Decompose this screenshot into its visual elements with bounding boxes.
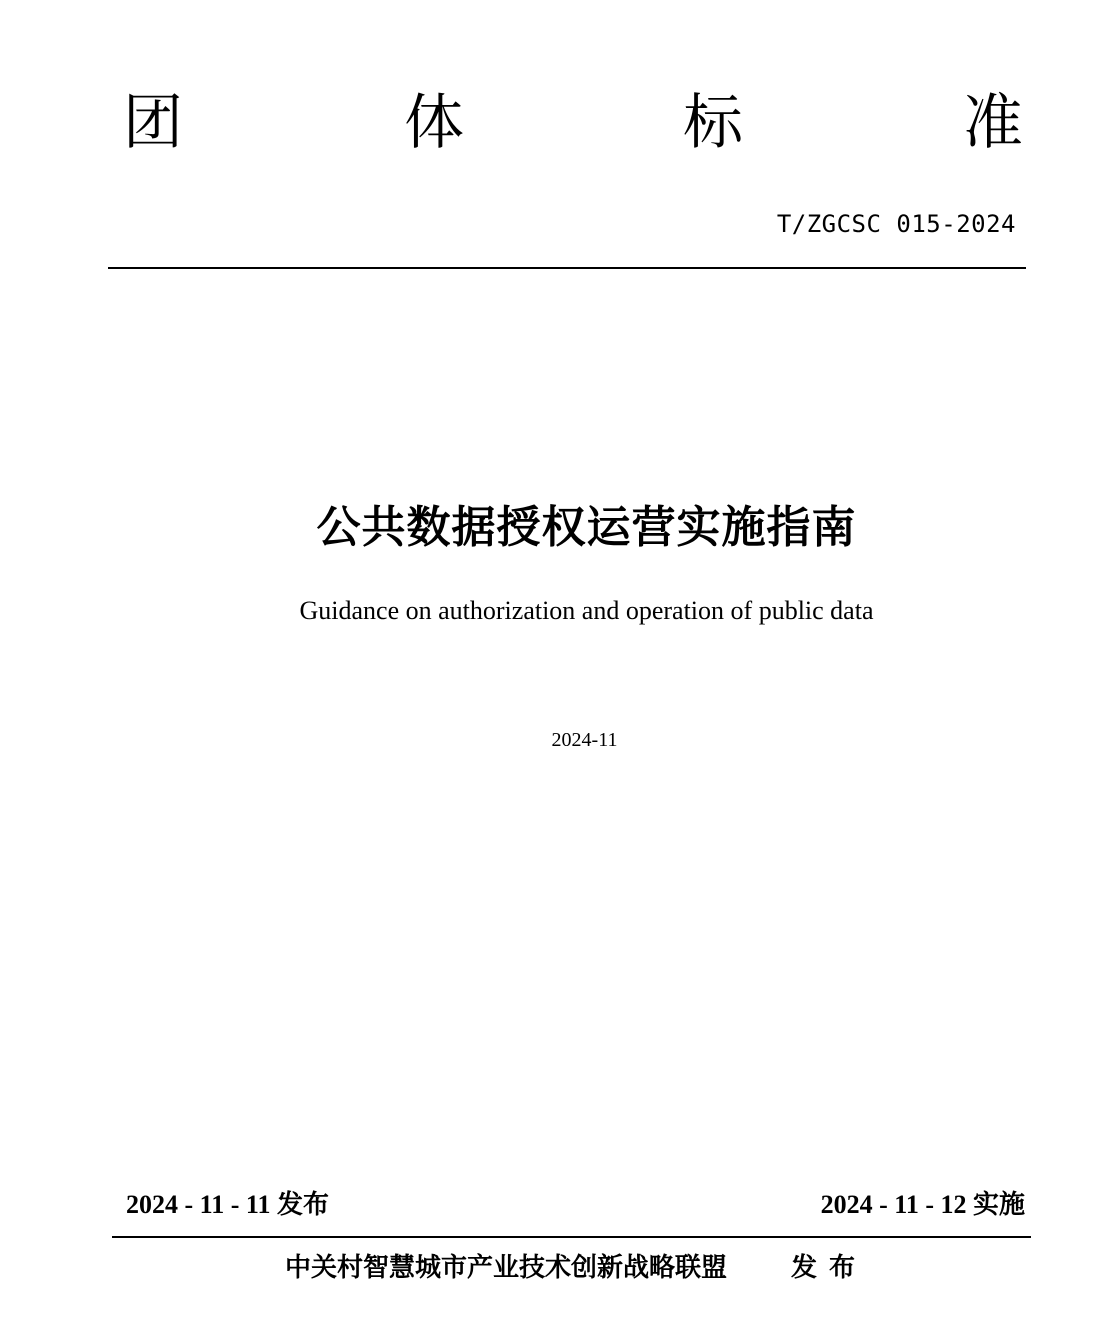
draft-date: 2024-11	[551, 729, 618, 751]
implementation-date: 2024 - 11 - 12 实施	[820, 1190, 1025, 1219]
header-char-1: 团	[123, 88, 183, 158]
top-divider	[108, 267, 1026, 269]
header-char-3: 标	[683, 88, 743, 158]
standard-code: T/ZGCSC 015-2024	[776, 210, 1016, 238]
header-char-2: 体	[404, 88, 464, 158]
header-char-4: 准	[963, 88, 1023, 158]
document-title-chinese: 公共数据授权运营实施指南	[316, 502, 857, 553]
bottom-divider	[112, 1236, 1031, 1238]
issue-date: 2024 - 11 - 11 发布	[126, 1190, 329, 1219]
document-title-english: Guidance on authorization and operation of public data	[299, 596, 874, 625]
publish-label: 发布	[791, 1253, 868, 1283]
publisher-name: 中关村智慧城市产业技术创新战略联盟	[285, 1253, 728, 1283]
